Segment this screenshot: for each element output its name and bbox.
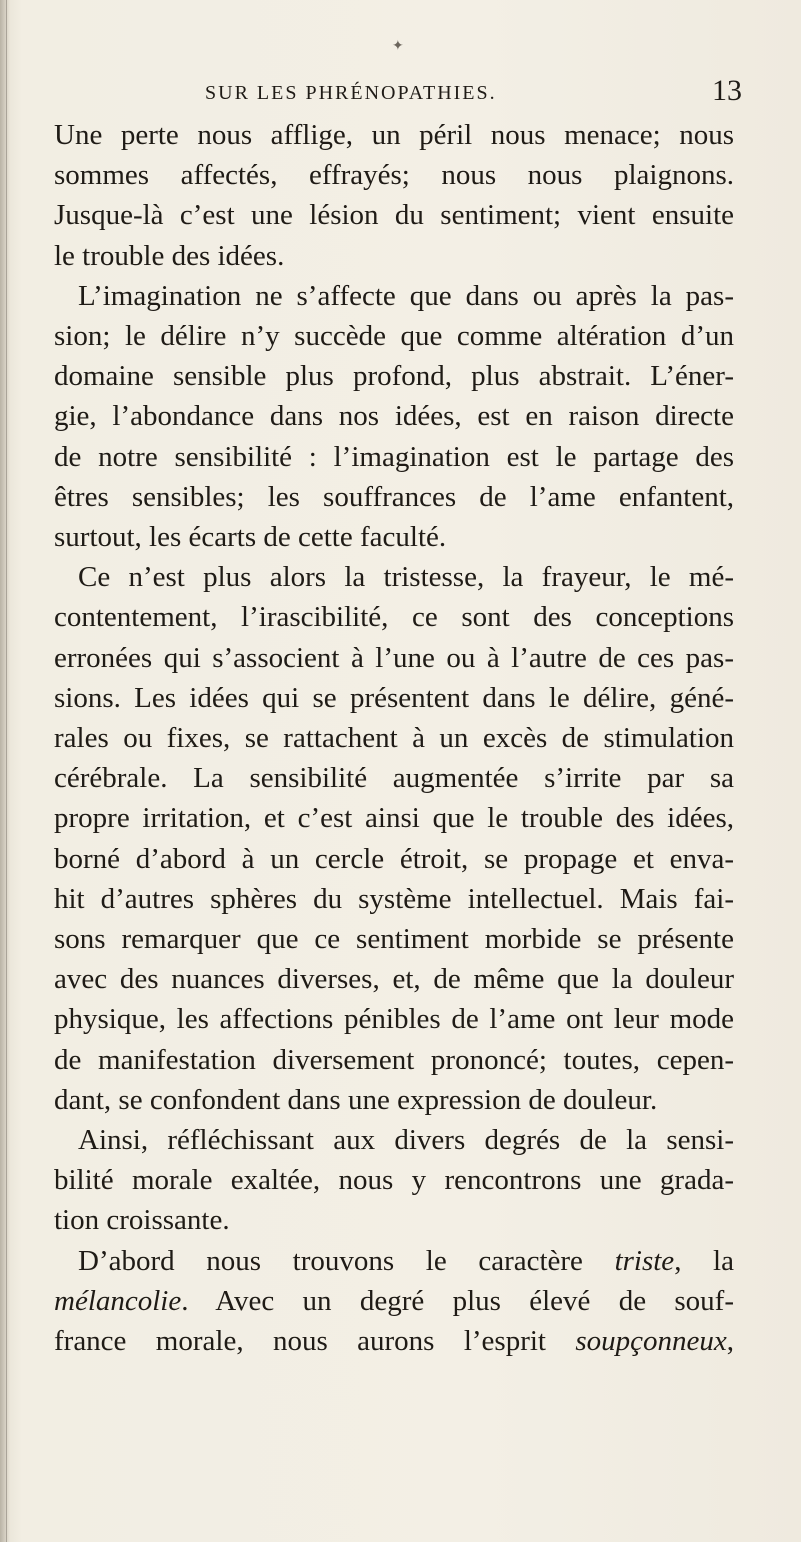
printer-ornament: ✦ — [392, 39, 404, 54]
text-line: physique, les affections pénibles de l’ame ont leur mode — [54, 1003, 734, 1036]
text-segment: , la — [674, 1244, 734, 1277]
page-binding-line — [6, 0, 7, 1542]
text-line: hit d’autres sphères du système intellectuel. Mais fai- — [54, 882, 734, 915]
text-line: borné d’abord à un cercle étroit, se propage et enva- — [54, 842, 734, 875]
text-line — [54, 1281, 734, 1321]
text-segment: D’abord nous trouvons le caractère — [78, 1244, 615, 1277]
text-line: dant, se confondent dans une expression de douleur. — [54, 1083, 658, 1116]
text-line: êtres sensibles; les souffrances de l’ame enfantent, — [54, 480, 734, 513]
text-segment: france morale, nous aurons l’esprit — [54, 1325, 576, 1358]
italic-term: soupçonneux — [575, 1325, 727, 1358]
text-segment: . Avec un degré plus élevé de souf- — [181, 1284, 734, 1317]
text-line — [54, 1241, 734, 1281]
text-line: contentement, l’irascibilité, ce sont des conceptions — [54, 601, 734, 634]
page-number: 13 — [712, 74, 742, 107]
text-line: bilité morale exaltée, nous y rencontrons une grada- — [54, 1164, 734, 1197]
text-line: sions. Les idées qui se présentent dans le délire, géné- — [54, 681, 734, 714]
text-line: de notre sensibilité : l’imagination est le partage des — [54, 440, 734, 473]
text-line: cérébrale. La sensibilité augmentée s’irrite par sa — [54, 762, 734, 795]
text-segment: , — [726, 1325, 734, 1358]
text-line: le trouble des idées. — [54, 239, 285, 272]
page-binding-shadow — [0, 0, 10, 1542]
italic-term: triste — [614, 1244, 675, 1277]
text-line: sion; le délire n’y succède que comme altération d’un — [54, 320, 734, 353]
text-line: sommes affectés, effrayés; nous nous plaignons. — [54, 159, 734, 192]
text-line: rales ou fixes, se rattachent à un excès de stimulation — [54, 722, 734, 755]
text-line: gie, l’abondance dans nos idées, est en raison directe — [54, 400, 734, 433]
text-line: domaine sensible plus profond, plus abstrait. L’éner- — [54, 360, 734, 393]
text-line: propre irritation, et c’est ainsi que le trouble des idées, — [54, 802, 734, 835]
text-line: avec des nuances diverses, et, de même que la douleur — [54, 963, 734, 996]
body-text — [54, 115, 734, 1361]
text-line: sons remarquer que ce sentiment morbide se présente — [54, 923, 734, 956]
text-line: erronées qui s’associent à l’une ou à l’autre de ces pas- — [54, 641, 734, 674]
text-line: L’imagination ne s’affecte que dans ou après la pas- — [78, 279, 734, 312]
text-line: Ce n’est plus alors la tristesse, la frayeur, le mé- — [78, 561, 734, 594]
running-head: SUR LES PHRÉNOPATHIES. — [205, 82, 497, 104]
text-line: Ainsi, réfléchissant aux divers degrés de la sensi- — [78, 1124, 734, 1157]
text-line: Jusque-là c’est une lésion du sentiment; vient ensuite — [54, 199, 734, 232]
text-line: surtout, les écarts de cette faculté. — [54, 521, 447, 554]
text-line: tion croissante. — [54, 1204, 230, 1237]
italic-term: mélancolie — [54, 1284, 182, 1317]
text-line: de manifestation diversement prononcé; toutes, cepen- — [54, 1043, 734, 1076]
text-line: Une perte nous afflige, un péril nous menace; nous — [54, 119, 734, 151]
text-line — [54, 1321, 734, 1361]
